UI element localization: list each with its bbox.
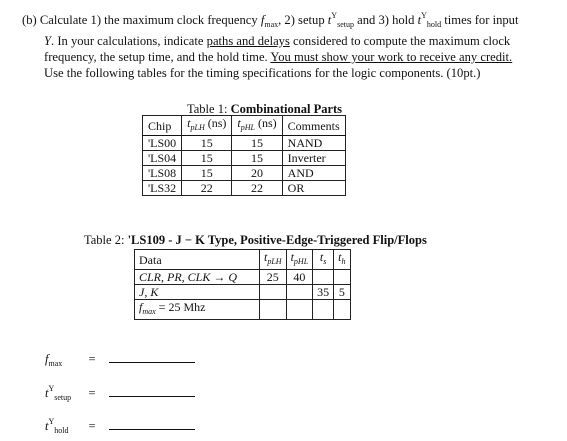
table2-header-tplh [260,250,287,270]
answer-fmax [45,352,195,368]
table1-tphl: 20 [232,166,282,181]
table1-comment: Inverter [282,151,345,166]
q-line1-part-a: (b) Calculate 1) the maximum clock frequency [22,13,261,27]
table2-header-tphl [286,250,313,270]
table2-caption-prefix: Table 2: [84,233,128,247]
table1-chip: 'LS08 [143,166,182,181]
table2-row2-ts: 35 [313,285,334,300]
question-line-2 [22,33,557,49]
answer-fmax-blank[interactable] [109,361,195,363]
table2-tplh-sub: pLH [267,257,282,266]
answer-hold-equals: = [88,419,96,433]
answer-setup-label [45,384,75,402]
table-row [135,285,351,300]
thold-superscript: Y [421,11,427,20]
table-row [135,270,351,285]
table1-header-chip: Chip [143,116,182,136]
q-line2-underlined: paths and delays [206,34,290,48]
table1-header-comments: Comments [282,116,345,136]
tplh-t: t [187,116,191,130]
tplh-sub: pLH [190,123,205,132]
table2-row1-tplh: 25 [260,270,287,285]
table2-header-row [135,250,351,270]
table1-comment: NAND [282,136,345,151]
table-row [143,151,346,166]
table2-row3-ts [313,300,334,320]
answer-hold [45,417,195,435]
q-line2-part-a: . In your calculations, indicate [51,34,207,48]
table2-th-t: t [338,250,342,264]
answer-fmax-sub: max [48,359,63,368]
table-row [143,181,346,196]
table1-tplh: 22 [182,181,232,196]
tsetup-superscript: Y [331,11,338,20]
answer-setup [45,384,195,402]
answer-setup-equals: = [88,386,96,400]
answer-fmax-f: f [45,352,49,366]
table1-tphl: 22 [232,181,282,196]
table2-th-sub: h [341,257,346,266]
table-row [135,300,351,320]
table2-header-th [334,250,350,270]
tplh-unit: (ns) [204,116,227,130]
answer-fmax-equals: = [88,352,96,366]
table2-row2-th: 5 [334,285,350,300]
answer-setup-sub: setup [54,393,72,402]
q-line1-part-d: times for input [441,13,519,27]
tphl-t: t [237,116,241,130]
table2-tplh-t: t [264,250,268,264]
q-line1-part-c: and 3) hold [353,13,418,27]
table1-comment: AND [282,166,345,181]
answer-hold-label [45,417,75,435]
question-text [22,8,557,81]
thold-symbol: t [417,13,422,27]
answer-hold-sup: Y [48,417,55,426]
table1-tplh: 15 [182,166,232,181]
table2-row1-th [334,270,350,285]
table2-row1-label: CLR, PR, CLK → Q [135,270,260,285]
table2-tphl-t: t [290,250,294,264]
answer-hold-sub: hold [54,426,69,435]
table1-tphl: 15 [232,136,282,151]
table1-header-tplh [182,116,232,136]
table1-tphl: 15 [232,151,282,166]
combinational-parts-table [142,115,346,196]
table-row [143,166,346,181]
table2-row3-tplh [260,300,287,320]
table2-caption [84,233,427,248]
tphl-sub: pHL [240,123,255,132]
table2-row2-label: J, K [135,285,260,300]
table1-header-row [143,116,346,136]
tphl-unit: (ns) [255,116,277,130]
tsetup-symbol: t [327,13,332,27]
table1-caption-title: Combinational Parts [230,102,343,116]
answer-setup-sup: Y [48,384,55,393]
table1-comment: OR [282,181,345,196]
table2-row3-th [334,300,350,320]
table1-tplh: 15 [182,136,232,151]
fmax-symbol: f [260,13,265,27]
question-line-3 [22,49,557,65]
table2-fmax-sub: max [142,307,156,316]
table1-chip: 'LS32 [143,181,182,196]
q-line3-part-a: frequency, the setup time, and the hold time. [44,50,271,64]
q-line2-part-b: considered to compute the maximum clock [289,34,511,48]
table2-caption-title: 'LS109 - J − K Type, Positive-Edge-Triggered Flip/Flops [127,233,427,247]
table1-header-tphl [232,116,282,136]
answer-hold-t: t [45,419,49,433]
table2-tphl-sub: pHL [293,257,309,266]
q-line3-underlined: You must show your work to receive any credit. [270,50,513,64]
table1-chip: 'LS04 [143,151,182,166]
fmax-subscript: max [264,20,279,29]
question-line-1 [22,8,557,33]
table2-ts-sub: s [323,257,327,266]
table2-header-ts [313,250,334,270]
input-y-symbol: Y [44,34,52,48]
table2-row1-tphl: 40 [286,270,313,285]
table2-row2-tplh [260,285,287,300]
flip-flop-timing-table [134,249,351,320]
table1-caption-prefix: Table 1: [187,102,231,116]
table2-ts-t: t [319,250,324,264]
table1-chip: 'LS00 [143,136,182,151]
answer-setup-blank[interactable] [109,395,195,397]
answer-fmax-label [45,352,75,368]
table2-fmax-f: f [139,300,143,314]
tsetup-subscript: setup [337,20,354,29]
table-row [143,136,346,151]
table2-row3-tphl [286,300,313,320]
answer-hold-blank[interactable] [109,428,195,430]
table2-fmax-value: = 25 Mhz [155,300,206,314]
table2-row1-ts [313,270,334,285]
question-line-4: Use the following tables for the timing specifications for the logic components. (10pt.) [44,66,481,80]
table1-tplh: 15 [182,151,232,166]
table2-row2-tphl [286,285,313,300]
thold-subscript: hold [426,20,442,29]
q-line1-part-b: , 2) setup [278,13,328,27]
answer-setup-t: t [45,386,49,400]
table2-row3-label [135,300,260,320]
table2-header-data: Data [135,250,260,270]
